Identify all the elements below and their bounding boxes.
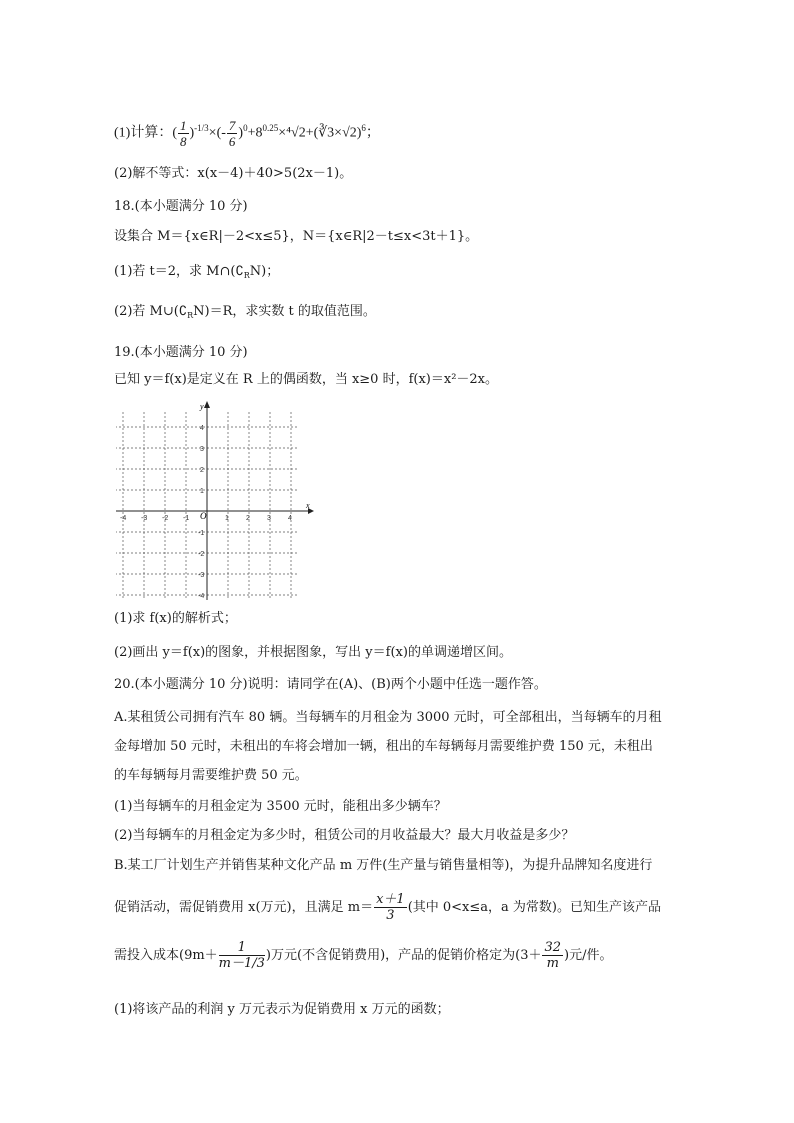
y-tick-label: 2: [200, 467, 204, 474]
x-tick-label: -3: [141, 515, 148, 522]
p18-line1: 设集合 M＝{x∈R|－2<x≤5}，N＝{x∈R|2－t≤x<3t＋1}。: [114, 229, 479, 244]
x-tick-label: 1: [225, 515, 229, 522]
p20-b-frac-m: [374, 892, 407, 923]
frac-num: 1: [180, 118, 187, 133]
x-tick-label: 3: [267, 515, 271, 522]
p20-a-line2: 金每增加 50 元时，未租出的车将会增加一辆，租出的车每辆每月需要维护费 150 元，未租出: [114, 739, 653, 754]
p20-b-frac-cost: [219, 940, 265, 971]
y-tick-label: -3: [198, 572, 205, 579]
x-tick-label: 2: [246, 515, 250, 522]
p17-part2: (2)解不等式：x(x－4)＋40>5(2x－1)。: [114, 166, 353, 181]
p19-heading: 19.(本小题满分 10 分): [114, 345, 248, 360]
frac-num: 1: [219, 940, 265, 956]
frac-den: 8: [180, 134, 187, 149]
p20-b-line2-a: 促销活动，需促销费用 x(万元)，且满足 m＝: [114, 900, 374, 915]
p17-tail: ；: [365, 125, 380, 141]
p18-q2: [114, 302, 376, 326]
p20-b-line3-a: 需投入成本(9m＋: [114, 948, 218, 963]
p20-b-line2-b: (其中 0<x≤a，a 为常数)。已知生产该产品: [407, 900, 661, 915]
p17-paren-close: ): [189, 125, 195, 141]
y-tick-label: 4: [200, 425, 204, 432]
p20-a-line1: A.某租赁公司拥有汽车 80 辆。当每辆车的月租金为 3000 元时，可全部租出，当每辆车的月租: [114, 710, 662, 725]
p17-exp-six: 6: [361, 123, 366, 134]
p17-exp-025: 0.25: [262, 123, 279, 134]
frac-den: 3: [386, 908, 395, 923]
p20-a-line3: 的车每辆每月需要维护费 50 元。: [114, 768, 308, 783]
p18-q2-text: (2)若 M∪(∁: [114, 304, 188, 319]
p18-q1-sub: R: [243, 271, 250, 280]
frac-num: 7: [228, 118, 236, 133]
p17-exp-zero: 0: [243, 123, 248, 134]
p18-q1-text: (1)若 t＝2，求 M∩(∁: [114, 264, 244, 279]
x-axis-label: x: [306, 501, 310, 510]
p18-q1: [114, 262, 279, 286]
p20-a-q2: (2)当每辆车的月租金定为多少时，租赁公司的月收益最大？最大月收益是多少？: [114, 828, 575, 843]
p17-radicals: ×⁴√2+(∛3×√2): [278, 125, 362, 141]
p17-frac-1-8: [178, 118, 189, 149]
p17-paren-open: (: [172, 125, 177, 141]
x-tick-label: -1: [183, 515, 190, 522]
p19-q2: (2)画出 y＝f(x)的图象，并根据图象，写出 y＝f(x)的单调递增区间。: [114, 645, 512, 660]
p20-b-line3-c: )元/件。: [564, 948, 613, 963]
p20-b-line3-b: )万元(不含促销费用)，产品的促销价格定为(3＋: [265, 948, 542, 963]
p17-paren-close-2: ): [238, 125, 244, 141]
y-tick-label: 1: [200, 488, 204, 495]
origin-label: O: [200, 511, 207, 521]
y-tick-label: -2: [198, 551, 205, 558]
p17-exp-neg-third: -1/3: [194, 123, 209, 134]
p17-frac-7-6: [227, 118, 238, 149]
p17-times: ×(-: [208, 125, 226, 141]
p20-b-line3: [114, 940, 612, 971]
p20-a-q1: (1)当每辆车的月租金定为 3500 元时，能租出多少辆车？: [114, 799, 447, 814]
y-tick-label: -1: [198, 530, 205, 537]
p19-line1: 已知 y＝f(x)是定义在 R 上的偶函数，当 x≥0 时，f(x)＝x²－2x。: [114, 372, 499, 387]
p18-q2-sub: R: [187, 311, 194, 320]
frac-den: m－1/3: [218, 956, 265, 971]
frac-num: 32: [544, 940, 562, 955]
p20-b-frac-price: [542, 940, 563, 971]
p17-part1-label: (1)计算：: [114, 125, 173, 141]
y-tick-label: 3: [200, 446, 204, 453]
frac-den: 6: [228, 134, 236, 149]
y-axis-arrow-icon: [204, 401, 210, 408]
y-tick-label: -4: [198, 593, 205, 600]
p17-plus-eight: +8: [247, 125, 263, 141]
frac-den: m: [546, 956, 559, 971]
p18-heading: 18.(本小题满分 10 分): [114, 199, 248, 214]
coordinate-grid: [116, 400, 316, 600]
x-tick-label: 4: [288, 515, 292, 522]
p20-heading: 20.(本小题满分 10 分)说明：请同学在(A)、(B)两个小题中任选一题作答。: [114, 677, 547, 692]
x-tick-label: -4: [120, 515, 127, 522]
p20-b-line1: B.某工厂计划生产并销售某种文化产品 m 万件(生产量与销售量相等)，为提升品牌知名度进行: [114, 858, 653, 873]
frac-num: x＋1: [376, 892, 405, 907]
p18-q1-tail: N)；: [249, 264, 280, 279]
y-axis-label: y: [200, 402, 204, 411]
p19-q1: (1)求 f(x)的解析式；: [114, 611, 237, 626]
p17-part1: [114, 118, 380, 149]
x-tick-label: -2: [162, 515, 169, 522]
p20-b-line2: [114, 892, 661, 923]
p20-b-q1: (1)将该产品的利润 y 万元表示为促销费用 x 万元的函数；: [114, 1002, 450, 1017]
p18-q2-tail: N)＝R，求实数 t 的取值范围。: [193, 304, 376, 319]
